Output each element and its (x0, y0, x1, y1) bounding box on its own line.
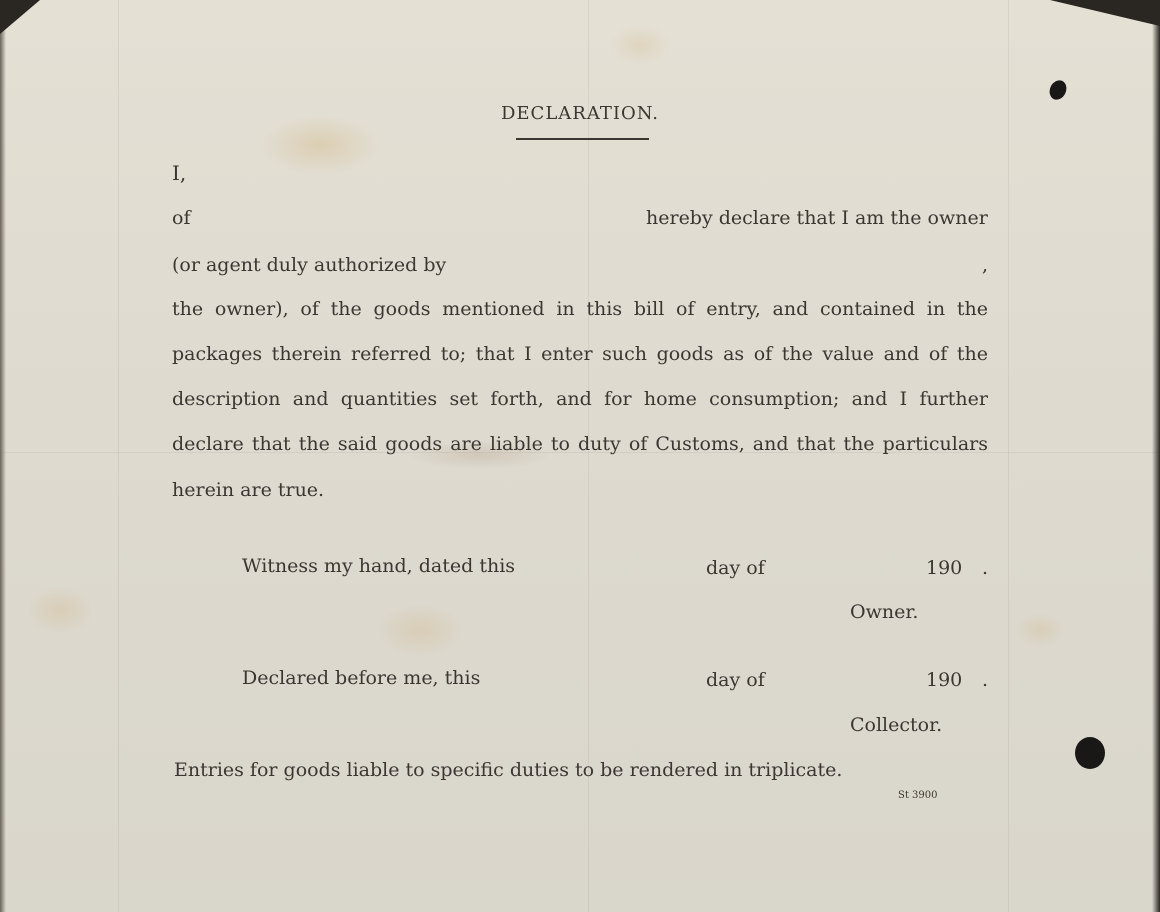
form-number: St 3900 (898, 790, 938, 801)
line-agent-left: (or agent duly authorized by (172, 254, 447, 276)
witness-day-of: day of (706, 557, 765, 579)
owner-signatory: Owner. (850, 601, 919, 623)
fold-line-vertical-right (1008, 0, 1009, 912)
witness-year: 190 (926, 557, 963, 579)
witness-label: Witness my hand, dated this (242, 555, 516, 577)
line-of-left: of (172, 207, 191, 229)
declared-label: Declared before me, this (242, 667, 481, 689)
document-title: DECLARATION. (500, 103, 660, 124)
torn-corner-top-right (1050, 0, 1160, 26)
footnote: Entries for goods liable to specific duties to be rendered in triplicate. (174, 759, 843, 781)
body-line-2: packages therein referred to; that I enter such goods as of the value and of the (172, 343, 988, 365)
body-line-3: description and quantities set forth, and for home consumption; and I further (172, 388, 988, 410)
opening-line: I, (172, 161, 187, 185)
declared-dot: . (982, 669, 989, 691)
torn-corner-top-left (0, 0, 40, 34)
witness-dot: . (982, 557, 989, 579)
ink-blot-top-right (1047, 78, 1070, 103)
body-line-1: the owner), of the goods mentioned in this bill of entry, and contained in the (172, 298, 988, 320)
page-edge-left (0, 0, 6, 912)
declared-day-of: day of (706, 669, 765, 691)
line-agent-right: , (982, 254, 989, 276)
fold-line-vertical-left (118, 0, 119, 912)
declared-year: 190 (926, 669, 963, 691)
ink-blot-right (1075, 737, 1105, 769)
collector-signatory: Collector. (850, 714, 943, 736)
body-line-4: declare that the said goods are liable to duty of Customs, and that the particulars (172, 433, 988, 455)
title-underline (516, 138, 649, 140)
page-edge-right (1152, 0, 1160, 912)
line-of-right: hereby declare that I am the owner (646, 207, 988, 229)
body-line-5: herein are true. (172, 479, 325, 501)
